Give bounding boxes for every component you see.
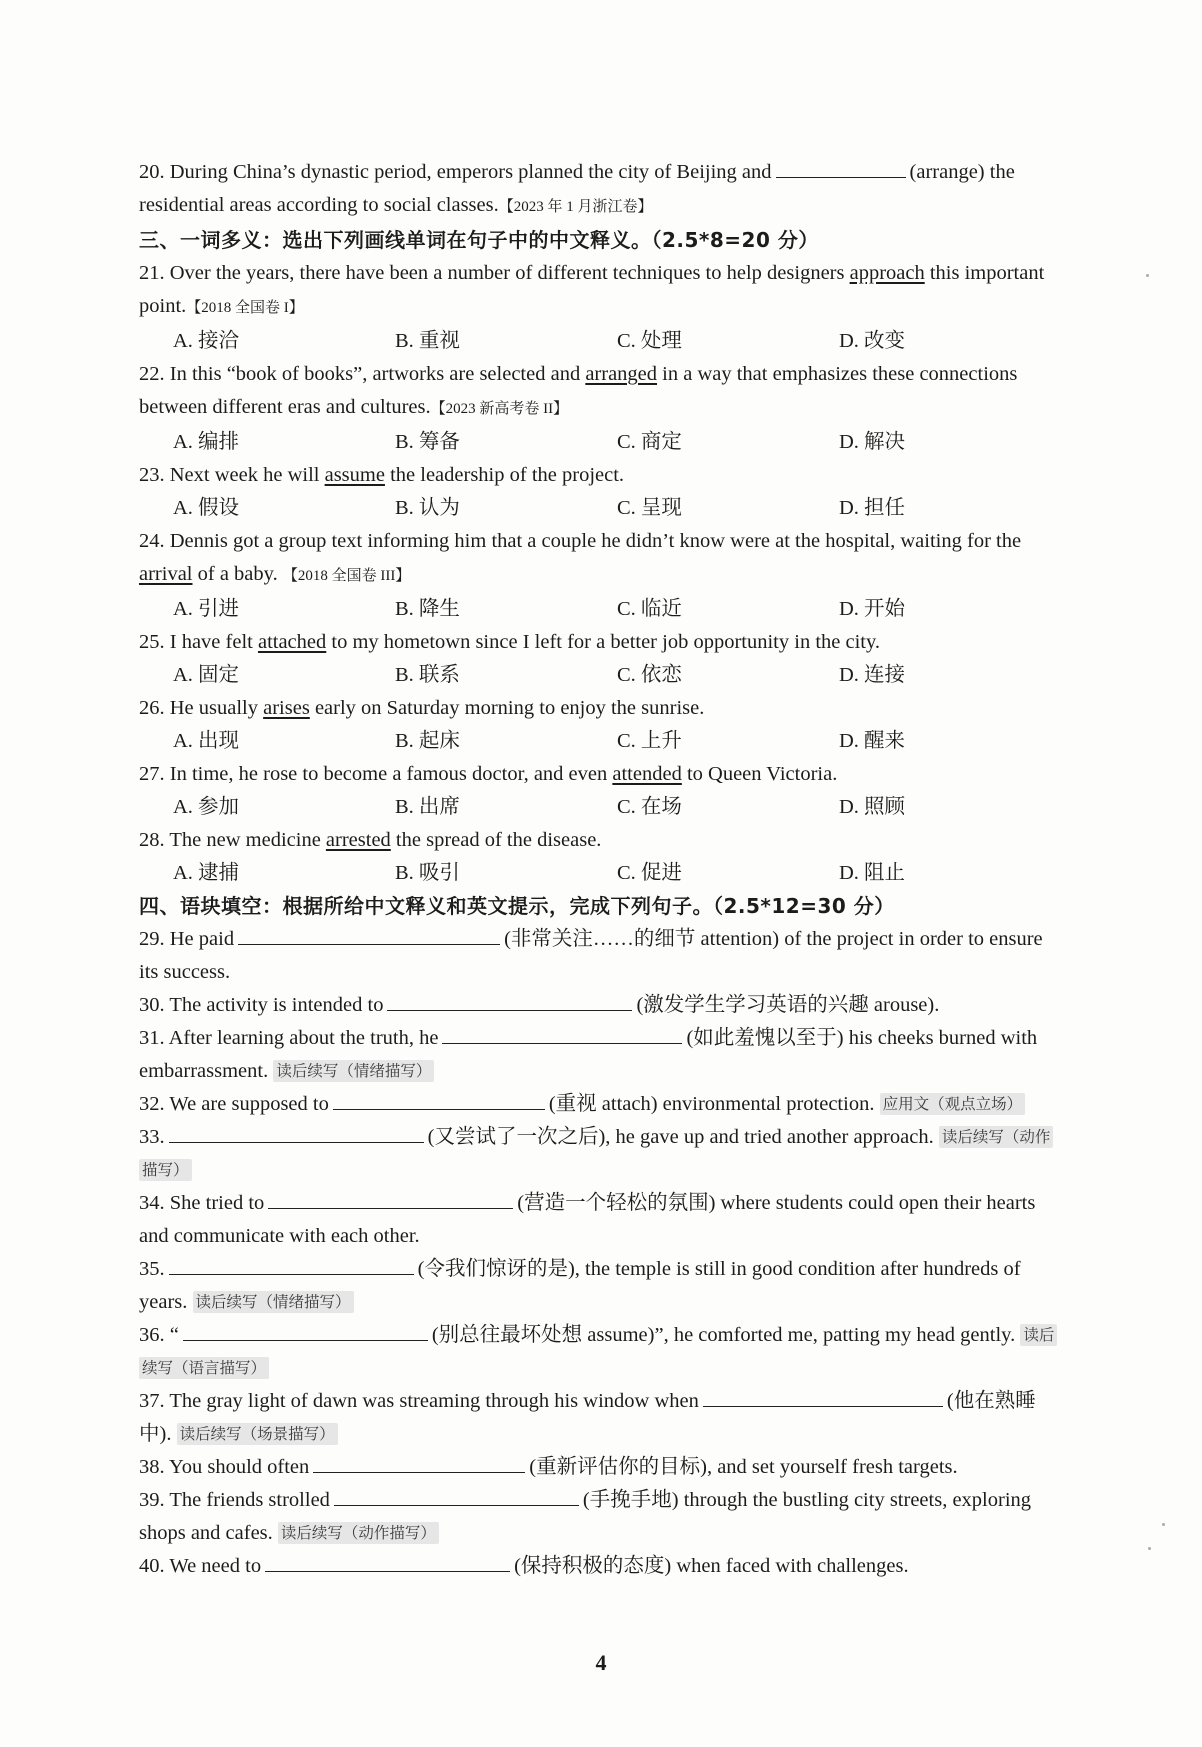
option-c[interactable]: C. 呈现 (617, 497, 682, 519)
writing-type-tag: 读后续写（情绪描写） (193, 1291, 354, 1313)
question-28: 28. The new medicine arrested the spread of the disease. (139, 829, 602, 851)
option-b[interactable]: B. 认为 (395, 497, 460, 519)
answer-blank[interactable] (183, 1339, 428, 1341)
scan-speck (1148, 1547, 1151, 1550)
question-36: 36. “ (别总往最坏处想 assume)”, he comforted me, patting my head gently. 读后 (139, 1319, 1129, 1352)
option-d[interactable]: D. 改变 (839, 330, 906, 352)
option-a[interactable]: A. 逮捕 (173, 862, 240, 884)
writing-type-tag: 读后续写（动作 (939, 1126, 1054, 1148)
writing-type-tag: 描写） (139, 1159, 192, 1181)
option-c[interactable]: C. 临近 (617, 598, 682, 620)
question-34-line2: and communicate with each other. (139, 1225, 420, 1247)
underlined-word: approach (849, 262, 925, 284)
question-29-line2: its success. (139, 961, 231, 983)
option-a[interactable]: A. 假设 (173, 497, 240, 519)
source-note: 【2018 全国卷 I】 (186, 300, 304, 316)
option-b[interactable]: B. 筹备 (395, 431, 460, 453)
underlined-word: attended (612, 763, 682, 785)
question-20-line1: 20. During China’s dynastic period, emperors planned the city of Beijing and (arrange) the (139, 161, 1015, 183)
option-a[interactable]: A. 参加 (173, 796, 240, 818)
underlined-word: assume (324, 464, 385, 486)
question-25: 25. I have felt attached to my hometown since I left for a better job opportunity in the city. (139, 631, 881, 653)
option-c[interactable]: C. 依恋 (617, 664, 682, 686)
source-note: 【2023 年 1 月浙江卷】 (498, 199, 653, 215)
option-d[interactable]: D. 开始 (839, 598, 906, 620)
underlined-word: arises (263, 697, 310, 719)
answer-blank[interactable] (313, 1471, 525, 1473)
answer-blank[interactable] (776, 176, 906, 178)
source-note: 【2018 全国卷 III】 (282, 568, 411, 584)
writing-type-tag: 续写（语言描写） (139, 1357, 269, 1379)
question-24-line2: arrival of a baby. 【2018 全国卷 III】 (139, 563, 411, 585)
question-40: 40. We need to (保持积极的态度) when faced with challenges. (139, 1555, 909, 1577)
question-33-line2 (139, 1154, 1129, 1187)
answer-blank[interactable] (169, 1273, 414, 1275)
answer-blank[interactable] (333, 1108, 545, 1110)
writing-type-tag: 读后续写（场景描写） (177, 1423, 338, 1445)
option-b[interactable]: B. 出席 (395, 796, 460, 818)
answer-blank[interactable] (268, 1207, 513, 1209)
question-34: 34. She tried to (营造一个轻松的氛围) where students could open their hearts (139, 1192, 1036, 1214)
question-33: 33. (又尝试了一次之后), he gave up and tried another approach. 读后续写（动作 (139, 1121, 1129, 1154)
writing-type-tag: 读后续写（情绪描写） (273, 1060, 434, 1082)
option-d[interactable]: D. 阻止 (839, 862, 906, 884)
page-number: 4 (595, 1650, 607, 1675)
question-39: 39. The friends strolled (手挽手地) through the bustling city streets, exploring (139, 1489, 1032, 1511)
answer-blank[interactable] (703, 1405, 943, 1407)
page-content (139, 156, 1129, 1583)
question-22: 22. In this “book of books”, artworks are selected and arranged in a way that emphasizes these connections (139, 363, 1018, 385)
section-4-title: 四、语块填空：根据所给中文释义和英文提示，完成下列句子。（2.5*12=30 分） (139, 894, 895, 918)
question-27-options (139, 791, 1129, 824)
option-b[interactable]: B. 降生 (395, 598, 460, 620)
underlined-word: arrested (325, 829, 391, 851)
option-a[interactable]: A. 引进 (173, 598, 240, 620)
writing-type-tag: 读后 (1020, 1324, 1057, 1346)
question-27: 27. In time, he rose to become a famous doctor, and even attended to Queen Victoria. (139, 763, 838, 785)
question-25-options (139, 659, 1129, 692)
option-d[interactable]: D. 醒来 (839, 730, 906, 752)
question-21-options (139, 325, 1129, 358)
question-30: 30. The activity is intended to (激发学生学习英语的兴趣 arouse). (139, 994, 940, 1016)
question-37-line2: 中). 读后续写（场景描写） (139, 1418, 1129, 1451)
question-36-line2 (139, 1352, 1129, 1385)
scan-speck (1146, 274, 1149, 277)
underlined-word: arrival (139, 563, 193, 585)
question-32: 32. We are supposed to (重视 attach) environmental protection. 应用文（观点立场） (139, 1088, 1129, 1121)
option-c[interactable]: C. 商定 (617, 431, 682, 453)
question-37: 37. The gray light of dawn was streaming through his window when (他在熟睡 (139, 1390, 1036, 1412)
answer-blank[interactable] (265, 1570, 510, 1572)
scan-speck (1162, 1523, 1165, 1526)
question-20-line2: residential areas according to social classes.【2023 年 1 月浙江卷】 (139, 194, 653, 216)
option-b[interactable]: B. 吸引 (395, 862, 460, 884)
question-38: 38. You should often (重新评估你的目标), and set yourself fresh targets. (139, 1456, 958, 1478)
option-d[interactable]: D. 解决 (839, 431, 906, 453)
question-26-options (139, 725, 1129, 758)
question-21: 21. Over the years, there have been a number of different techniques to help designers approach this important (139, 262, 1045, 284)
writing-type-tag: 应用文（观点立场） (880, 1093, 1026, 1115)
answer-blank[interactable] (169, 1141, 424, 1143)
option-d[interactable]: D. 担任 (839, 497, 906, 519)
option-a[interactable]: A. 固定 (173, 664, 240, 686)
question-21-line2: point.【2018 全国卷 I】 (139, 295, 304, 317)
question-31-line2: embarrassment. 读后续写（情绪描写） (139, 1055, 1129, 1088)
question-35-line2: years. 读后续写（情绪描写） (139, 1286, 1129, 1319)
option-a[interactable]: A. 出现 (173, 730, 240, 752)
option-c[interactable]: C. 上升 (617, 730, 682, 752)
question-28-options (139, 857, 1129, 890)
question-23: 23. Next week he will assume the leadership of the project. (139, 464, 625, 486)
option-b[interactable]: B. 起床 (395, 730, 460, 752)
answer-blank[interactable] (442, 1042, 682, 1044)
question-35: 35. (令我们惊讶的是), the temple is still in good condition after hundreds of (139, 1258, 1021, 1280)
answer-blank[interactable] (334, 1504, 579, 1506)
question-22-options (139, 426, 1129, 459)
question-31: 31. After learning about the truth, he (如此羞愧以至于) his cheeks burned with (139, 1027, 1038, 1049)
source-note: 【2023 新高考卷 II】 (430, 401, 569, 417)
question-24: 24. Dennis got a group text informing him that a couple he didn’t know were at the hospital, waiting for the (139, 530, 1022, 552)
option-d[interactable]: D. 连接 (839, 664, 906, 686)
question-39-line2: shops and cafes. 读后续写（动作描写） (139, 1517, 1129, 1550)
option-c[interactable]: C. 促进 (617, 862, 682, 884)
option-b[interactable]: B. 重视 (395, 330, 460, 352)
question-29: 29. He paid (非常关注……的细节 attention) of the project in order to ensure (139, 928, 1043, 950)
answer-blank[interactable] (238, 943, 500, 945)
underlined-word: attached (257, 631, 327, 653)
option-b[interactable]: B. 联系 (395, 664, 460, 686)
writing-type-tag: 读后续写（动作描写） (278, 1522, 439, 1544)
option-d[interactable]: D. 照顾 (839, 796, 906, 818)
option-c[interactable]: C. 在场 (617, 796, 682, 818)
question-26: 26. He usually arises early on Saturday morning to enjoy the sunrise. (139, 697, 705, 719)
question-24-options (139, 593, 1129, 626)
answer-blank[interactable] (387, 1009, 632, 1011)
option-a[interactable]: A. 接洽 (173, 330, 240, 352)
underlined-word: arranged (585, 363, 658, 385)
option-c[interactable]: C. 处理 (617, 330, 682, 352)
section-3-title: 三、一词多义：选出下列画线单词在句子中的中文释义。（2.5*8=20 分） (139, 228, 819, 252)
question-23-options (139, 492, 1129, 525)
question-22-line2: between different eras and cultures.【2023 新高考卷 II】 (139, 396, 569, 418)
option-a[interactable]: A. 编排 (173, 431, 240, 453)
